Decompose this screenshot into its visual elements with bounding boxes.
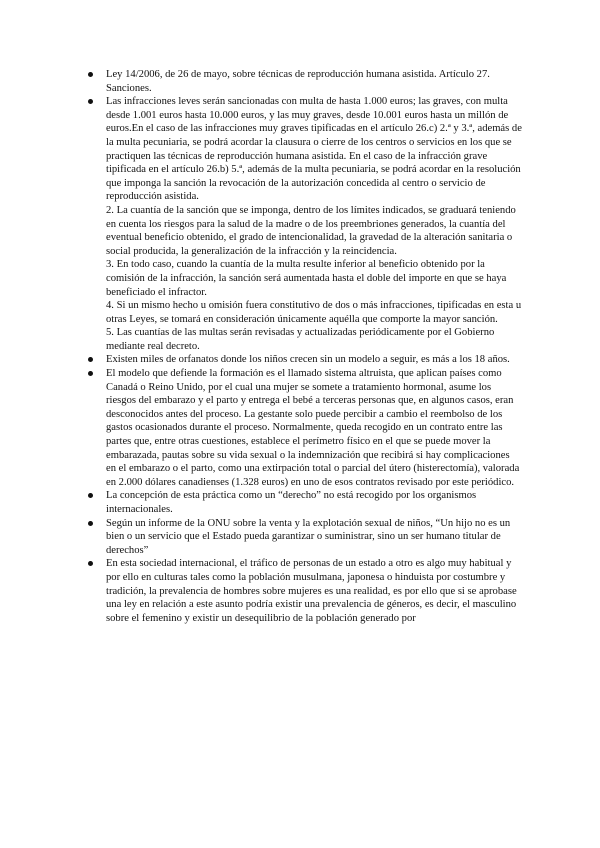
paragraph: Según un informe de la ONU sobre la venta y la explotación sexual de niños, “Un hijo no es un bien o un servicio que el Estado pueda garantizar o suministrar, sino un ser humano titular de derechos” bbox=[106, 517, 511, 556]
list-item bbox=[88, 353, 522, 367]
bullet-list bbox=[88, 68, 522, 625]
list-item bbox=[88, 68, 522, 95]
bullet-icon bbox=[88, 371, 93, 376]
paragraph: 5. Las cuantías de las multas serán revisadas y actualizadas periódicamente por el Gobierno mediante real decreto. bbox=[106, 327, 495, 352]
bullet-icon bbox=[88, 72, 93, 77]
paragraph: 2. La cuantía de la sanción que se imponga, dentro de los límites indicados, se graduará teniendo en cuenta los riesgos para la salud de la madre o de los preembriones generados, la cuantía del eventual beneficio obtenido, el grado de intencionalidad, la gravedad de la alteración sanitaria o social producida, la generalización de la infracción y la reincidencia. bbox=[106, 204, 516, 257]
bullet-icon bbox=[88, 99, 93, 104]
list-item bbox=[88, 367, 522, 489]
list-item bbox=[88, 557, 522, 625]
paragraph: El modelo que defiende la formación es el llamado sistema altruista, que aplican países como Canadá o Reino Unido, por el cual una mujer se somete a tratamiento hormonal, asume los riesgos del embarazo y el parto y entrega el bebé a terceras personas que, en algunos casos, eran desconocidos antes del proceso. La gestante solo puede percibir a cambio el reembolso de los gastos ocasionados durante el proceso. Normalmente, queda recogido en un contrato entre las partes que, entre otras cuestiones, establece el perímetro físico en el que se puede mover la embarazada, pautas sobre su vida sexual o la indemnización que recibirá si hay complicaciones en el embarazo o el parto, como una extirpación total o parcial del útero (histerectomía), valorada en 2.000 dólares canadienses (1.328 euros) en uno de esos contratos revisado por este periódico. bbox=[106, 368, 520, 488]
list-item bbox=[88, 489, 522, 516]
paragraph: Existen miles de orfanatos donde los niños crecen sin un modelo a seguir, es más a los 18 años. bbox=[106, 354, 510, 366]
bullet-icon bbox=[88, 521, 93, 526]
paragraph: Las infracciones leves serán sancionadas con multa de hasta 1.000 euros; las graves, con multa desde 1.001 euros hasta 10.000 euros, y las muy graves, desde 10.001 euros hasta un millón de euros.En el caso de las infracciones muy graves tipificadas en el artículo 26.c) 2.ª y 3.ª, además de la multa pecuniaria, se podrá acordar la clausura o cierre de los centros o servicios en los que se practiquen las técnicas de reproducción humana asistida. En el caso de la infracción grave tipificada en el artículo 26.b) 5.ª, además de la multa pecuniaria, se podrá acordar en la resolución que imponga la sanción la revocación de la autorización concedida al centro o servicio de reproducción asistida. bbox=[106, 96, 522, 203]
bullet-icon bbox=[88, 493, 93, 498]
bullet-icon bbox=[88, 561, 93, 566]
paragraph: 3. En todo caso, cuando la cuantía de la multa resulte inferior al beneficio obtenido por la comisión de la infracción, la sanción será aumentada hasta el doble del importe en que se haya beneficiado el infractor. bbox=[106, 259, 507, 298]
paragraph: Ley 14/2006, de 26 de mayo, sobre técnicas de reproducción humana asistida. Artículo 27. Sanciones. bbox=[106, 69, 490, 94]
paragraph: La concepción de esta práctica como un “derecho” no está recogido por los organismos internacionales. bbox=[106, 490, 477, 515]
list-item bbox=[88, 95, 522, 353]
bullet-icon bbox=[88, 357, 93, 362]
paragraph: En esta sociedad internacional, el tráfico de personas de un estado a otro es algo muy habitual y por ello en culturas tales como la población musulmana, japonesa o hinduista por costumbre y tradición, la prevalencia de hombres sobre mujeres es una realidad, es por ello que si se aprobase una ley en relación a este asunto podría existir una prevalencia de géneros, es decir, el masculino sobre el femenino y existir un desequilibrio de la población generado por bbox=[106, 558, 517, 624]
list-item bbox=[88, 517, 522, 558]
paragraph: 4. Si un mismo hecho u omisión fuera constitutivo de dos o más infracciones, tipificadas en esta u otras Leyes, se tomará en consideración únicamente aquélla que comporte la mayor sanción. bbox=[106, 300, 522, 325]
